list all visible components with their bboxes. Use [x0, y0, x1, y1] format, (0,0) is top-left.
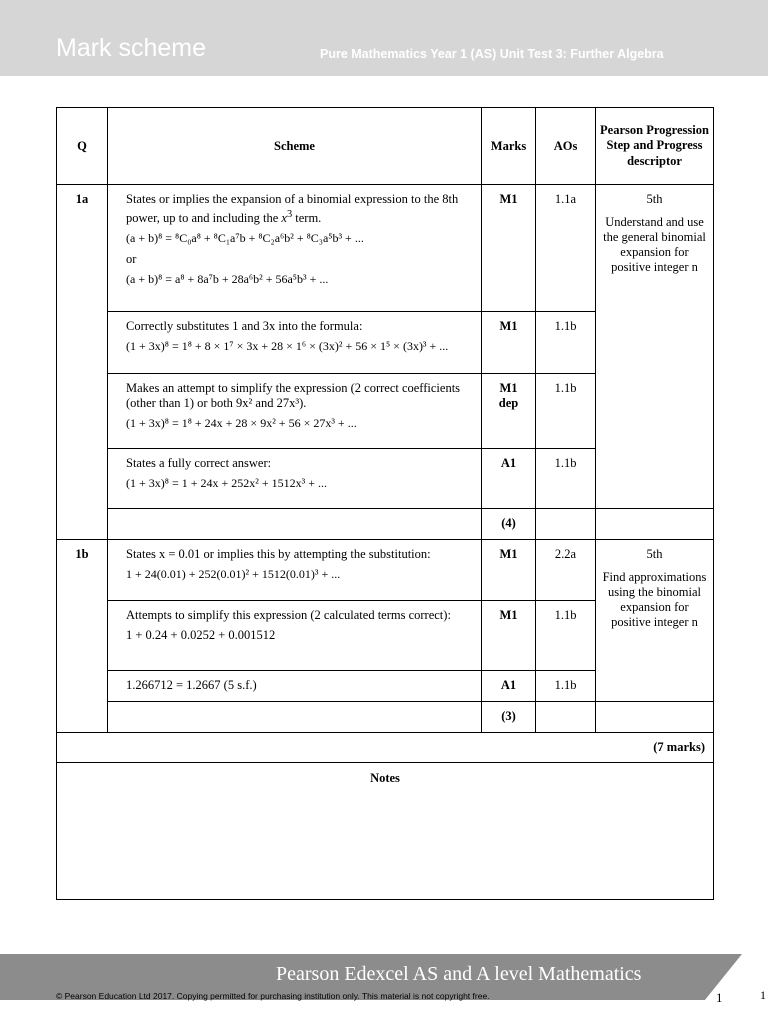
notes-heading: Notes — [57, 763, 714, 900]
mark-scheme-table — [56, 107, 714, 900]
scheme-text: States or implies the expansion of a binomial expression to the 8th power, up to and including the $x^3$ term. — [126, 192, 459, 226]
scheme-text: 1.266712 = 1.2667 (5 s.f.) — [126, 678, 257, 692]
page-footer — [0, 954, 768, 1000]
progression-step: 5th — [646, 192, 663, 206]
header-title: Mark scheme — [56, 34, 207, 62]
header-q: Q — [57, 108, 108, 185]
scheme-cell — [108, 185, 482, 312]
scheme-cell — [108, 540, 482, 601]
table-row — [57, 702, 714, 733]
equation: 1 + 0.24 + 0.0252 + 0.001512 — [126, 628, 276, 642]
scheme-cell — [108, 374, 482, 449]
mark-cell: A1 — [482, 671, 536, 702]
progression-descriptor: Understand and use the general binomial expansion for positive integer n — [603, 215, 706, 274]
table-row — [57, 509, 714, 540]
mark-cell: A1 — [482, 449, 536, 509]
footer-brand: Pearson Edexcel AS and A level Mathematics — [276, 963, 642, 985]
scheme-text: States a fully correct answer: — [126, 456, 272, 470]
scheme-text: States x = 0.01 or implies this by attempting the substitution: — [126, 547, 431, 561]
equation: 1 + 24(0.01) + 252(0.01)² + 1512(0.01)³ + ... — [126, 567, 341, 581]
scheme-cell — [108, 671, 482, 702]
mark-cell: M1 — [482, 540, 536, 601]
header-marks: Marks — [482, 108, 536, 185]
notes-row — [57, 763, 714, 900]
scheme-cell — [108, 449, 482, 509]
header-scheme: Scheme — [108, 108, 482, 185]
table-row — [57, 185, 714, 312]
ao-cell: 1.1b — [536, 374, 596, 449]
scheme-cell — [108, 601, 482, 671]
ao-cell: 1.1b — [536, 312, 596, 374]
page-header — [0, 0, 768, 76]
progression-cell-1b — [596, 540, 714, 702]
scheme-text-or: or — [126, 252, 137, 267]
page-edge-number: 1 — [760, 988, 766, 1002]
subtotal-1b: (3) — [482, 702, 536, 733]
header-subtitle: Pure Mathematics Year 1 (AS) Unit Test 3: Further Algebra — [320, 47, 664, 61]
ao-cell: 1.1a — [536, 185, 596, 312]
total-row — [57, 733, 714, 763]
mark-cell: M1 — [482, 312, 536, 374]
footer-copyright: © Pearson Education Ltd 2017. Copying permitted for purchasing institution only. This material is not copyright free. — [56, 991, 490, 1001]
progression-cell-1a — [596, 185, 714, 509]
scheme-text: Attempts to simplify this expression (2 calculated terms correct): — [126, 608, 451, 622]
header-aos: AOs — [536, 108, 596, 185]
equation: (a + b)⁸ = a⁸ + 8a⁷b + 28a⁶b² + 56a⁵b³ + ... — [126, 272, 329, 287]
mark-cell: M1 — [482, 601, 536, 671]
scheme-text: Correctly substitutes 1 and 3x into the formula: — [126, 319, 363, 333]
ao-cell: 1.1b — [536, 449, 596, 509]
scheme-text: Makes an attempt to simplify the expression (2 correct coefficients (other than 1) or both 9x² and 27x³). — [126, 381, 461, 410]
table-row — [57, 540, 714, 601]
ao-cell: 2.2a — [536, 540, 596, 601]
ao-cell: 1.1b — [536, 601, 596, 671]
page-number: 1 — [716, 990, 723, 1005]
equation: (1 + 3x)⁸ = 1 + 24x + 252x² + 1512x³ + ... — [126, 476, 327, 490]
equation: (1 + 3x)⁸ = 1⁸ + 8 × 1⁷ × 3x + 28 × 1⁶ × (3x)² + 56 × 1⁵ × (3x)³ + ... — [126, 339, 449, 353]
subtotal-1a: (4) — [482, 509, 536, 540]
mark-cell: M1 dep — [482, 374, 536, 449]
progression-step: 5th — [646, 547, 663, 561]
progression-descriptor: Find approximations using the binomial expansion for positive integer n — [602, 570, 707, 629]
equation: (1 + 3x)⁸ = 1⁸ + 24x + 28 × 9x² + 56 × 27x³ + ... — [126, 416, 357, 430]
header-progression: Pearson Progression Step and Progress descriptor — [596, 108, 714, 185]
ao-cell: 1.1b — [536, 671, 596, 702]
table-header-row — [57, 108, 714, 185]
total-marks: (7 marks) — [57, 733, 714, 763]
mark-cell: M1 — [482, 185, 536, 312]
question-label-1a: 1a — [57, 185, 108, 540]
equation: (a + b)⁸ = ⁸C₀a⁸ + ⁸C₁a⁷b + ⁸C₂a⁶b² + ⁸C₃a⁵b³ + ... — [126, 231, 364, 246]
question-label-1b: 1b — [57, 540, 108, 733]
scheme-cell — [108, 312, 482, 374]
